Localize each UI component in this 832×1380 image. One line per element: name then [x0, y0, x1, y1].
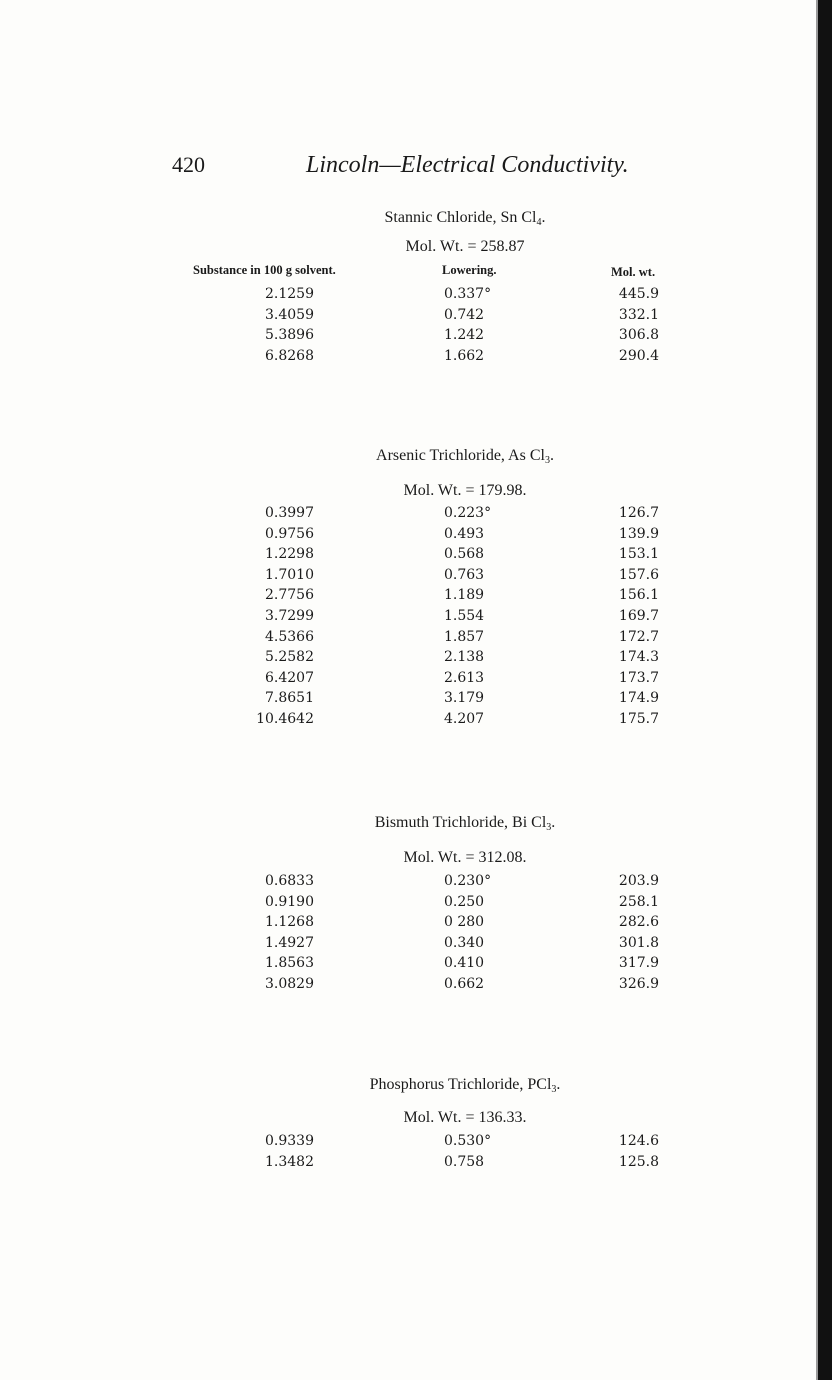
- cell-substance: 0.9339: [265, 1133, 314, 1149]
- cell-mol-wt: 290.4: [618, 347, 659, 364]
- column-header-lowering: Lowering.: [442, 263, 497, 277]
- cell-substance: 6.4207: [265, 669, 314, 686]
- table-row: [0, 914, 832, 935]
- data-table: [0, 286, 832, 368]
- cell-lowering: 0.223°: [444, 505, 492, 521]
- mol-wt-label: Mol. Wt. = 258.87: [405, 238, 525, 255]
- table-row: [0, 505, 832, 526]
- table-row: [0, 935, 832, 956]
- cell-substance: 3.0829: [265, 975, 314, 992]
- cell-mol-wt: 326.9: [618, 975, 659, 992]
- cell-lowering: 3.179: [444, 690, 485, 707]
- cell-lowering: 0 280: [444, 914, 485, 931]
- table-row: [0, 286, 832, 307]
- cell-substance: 7.8651: [265, 690, 314, 707]
- cell-lowering: 1.189: [444, 587, 485, 604]
- table-row: [0, 1154, 832, 1175]
- table-row: [0, 670, 832, 691]
- table-row: [0, 567, 832, 588]
- cell-lowering: 1.662: [444, 347, 485, 364]
- cell-mol-wt: 317.9: [618, 955, 659, 972]
- cell-substance: 2.7756: [265, 587, 314, 604]
- cell-lowering: 2.138: [444, 649, 485, 666]
- cell-lowering: 1.857: [444, 628, 485, 645]
- cell-lowering: 0.530°: [444, 1133, 492, 1149]
- cell-substance: 1.4927: [265, 934, 314, 951]
- cell-mol-wt: 125.8: [618, 1153, 659, 1170]
- cell-substance: 1.2298: [265, 546, 314, 563]
- table-row: [0, 348, 832, 369]
- cell-substance: 5.3896: [265, 327, 314, 344]
- table-row: [0, 608, 832, 629]
- cell-mol-wt: 126.7: [618, 505, 659, 521]
- table-row: [0, 690, 832, 711]
- cell-mol-wt: 172.7: [618, 628, 659, 645]
- cell-lowering: 0.662: [444, 975, 485, 992]
- running-title: Lincoln—Electrical Conductivity.: [306, 152, 629, 178]
- cell-substance: 10.4642: [256, 710, 314, 727]
- cell-substance: 1.8563: [265, 955, 314, 972]
- cell-lowering: 0.410: [444, 955, 485, 972]
- cell-mol-wt: 139.9: [618, 525, 659, 542]
- table-row: [0, 711, 832, 732]
- table-row: [0, 587, 832, 608]
- cell-lowering: 1.242: [444, 327, 485, 344]
- cell-mol-wt: 173.7: [618, 669, 659, 686]
- table-row: [0, 307, 832, 328]
- cell-lowering: 0.250: [444, 893, 485, 910]
- cell-substance: 0.9190: [265, 893, 314, 910]
- cell-lowering: 0.763: [444, 566, 485, 583]
- table-row: [0, 894, 832, 915]
- cell-mol-wt: 203.9: [618, 873, 659, 889]
- cell-lowering: 0.568: [444, 546, 485, 563]
- cell-substance: 1.3482: [265, 1153, 314, 1170]
- table-row: [0, 1133, 832, 1154]
- page-header: [172, 152, 632, 184]
- cell-mol-wt: 301.8: [618, 934, 659, 951]
- mol-wt-label: Mol. Wt. = 179.98.: [403, 482, 527, 499]
- cell-substance: 1.1268: [265, 914, 314, 931]
- cell-substance: 4.5366: [265, 628, 314, 645]
- table-row: [0, 955, 832, 976]
- cell-lowering: 1.554: [444, 607, 485, 624]
- cell-substance: 2.1259: [265, 286, 314, 302]
- cell-substance: 0.9756: [265, 525, 314, 542]
- cell-lowering: 0.337°: [444, 286, 492, 302]
- cell-lowering: 4.207: [444, 710, 485, 727]
- cell-mol-wt: 258.1: [618, 893, 659, 910]
- cell-mol-wt: 169.7: [618, 607, 659, 624]
- cell-mol-wt: 156.1: [618, 587, 659, 604]
- table-row: [0, 327, 832, 348]
- section-title: Phosphorus Trichloride, PCl$_3$.: [369, 1076, 561, 1095]
- table-row: [0, 546, 832, 567]
- column-header-substance: Substance in 100 g solvent.: [193, 263, 336, 277]
- column-header-mol-wt: Mol. wt.: [611, 265, 656, 279]
- cell-mol-wt: 175.7: [618, 710, 659, 727]
- mol-wt-label: Mol. Wt. = 136.33.: [403, 1109, 527, 1126]
- cell-mol-wt: 282.6: [618, 914, 659, 931]
- data-table: [0, 505, 832, 732]
- cell-substance: 3.7299: [265, 607, 314, 624]
- section-title: Stannic Chloride, Sn $Cl_4$.: [384, 209, 546, 228]
- cell-substance: 5.2582: [265, 649, 314, 666]
- table-row: [0, 873, 832, 894]
- cell-mol-wt: 174.3: [618, 649, 659, 666]
- cell-lowering: 0.742: [444, 306, 485, 323]
- section-title: Bismuth Trichloride, Bi $Cl_3$.: [374, 814, 556, 833]
- table-row: [0, 629, 832, 650]
- cell-mol-wt: 157.6: [618, 566, 659, 583]
- cell-mol-wt: 124.6: [618, 1133, 659, 1149]
- page-number: 420: [172, 152, 205, 177]
- cell-mol-wt: 332.1: [618, 306, 659, 323]
- cell-lowering: 2.613: [444, 669, 485, 686]
- cell-substance: 1.7010: [265, 566, 314, 583]
- table-row: [0, 976, 832, 997]
- cell-lowering: 0.758: [444, 1153, 485, 1170]
- cell-substance: 6.8268: [265, 347, 314, 364]
- cell-substance: 0.6833: [265, 873, 314, 889]
- cell-mol-wt: 153.1: [618, 546, 659, 563]
- table-row: [0, 526, 832, 547]
- cell-substance: 0.3997: [265, 505, 314, 521]
- cell-lowering: 0.230°: [444, 873, 492, 889]
- cell-substance: 3.4059: [265, 306, 314, 323]
- mol-wt-label: Mol. Wt. = 312.08.: [403, 849, 527, 866]
- data-table: [0, 873, 832, 997]
- cell-mol-wt: 174.9: [618, 690, 659, 707]
- table-row: [0, 649, 832, 670]
- cell-mol-wt: 445.9: [618, 286, 659, 302]
- cell-lowering: 0.340: [444, 934, 485, 951]
- cell-mol-wt: 306.8: [618, 327, 659, 344]
- cell-lowering: 0.493: [444, 525, 485, 542]
- section-title: Arsenic Trichloride, As $Cl_3$.: [376, 447, 554, 466]
- data-table: [0, 1133, 832, 1174]
